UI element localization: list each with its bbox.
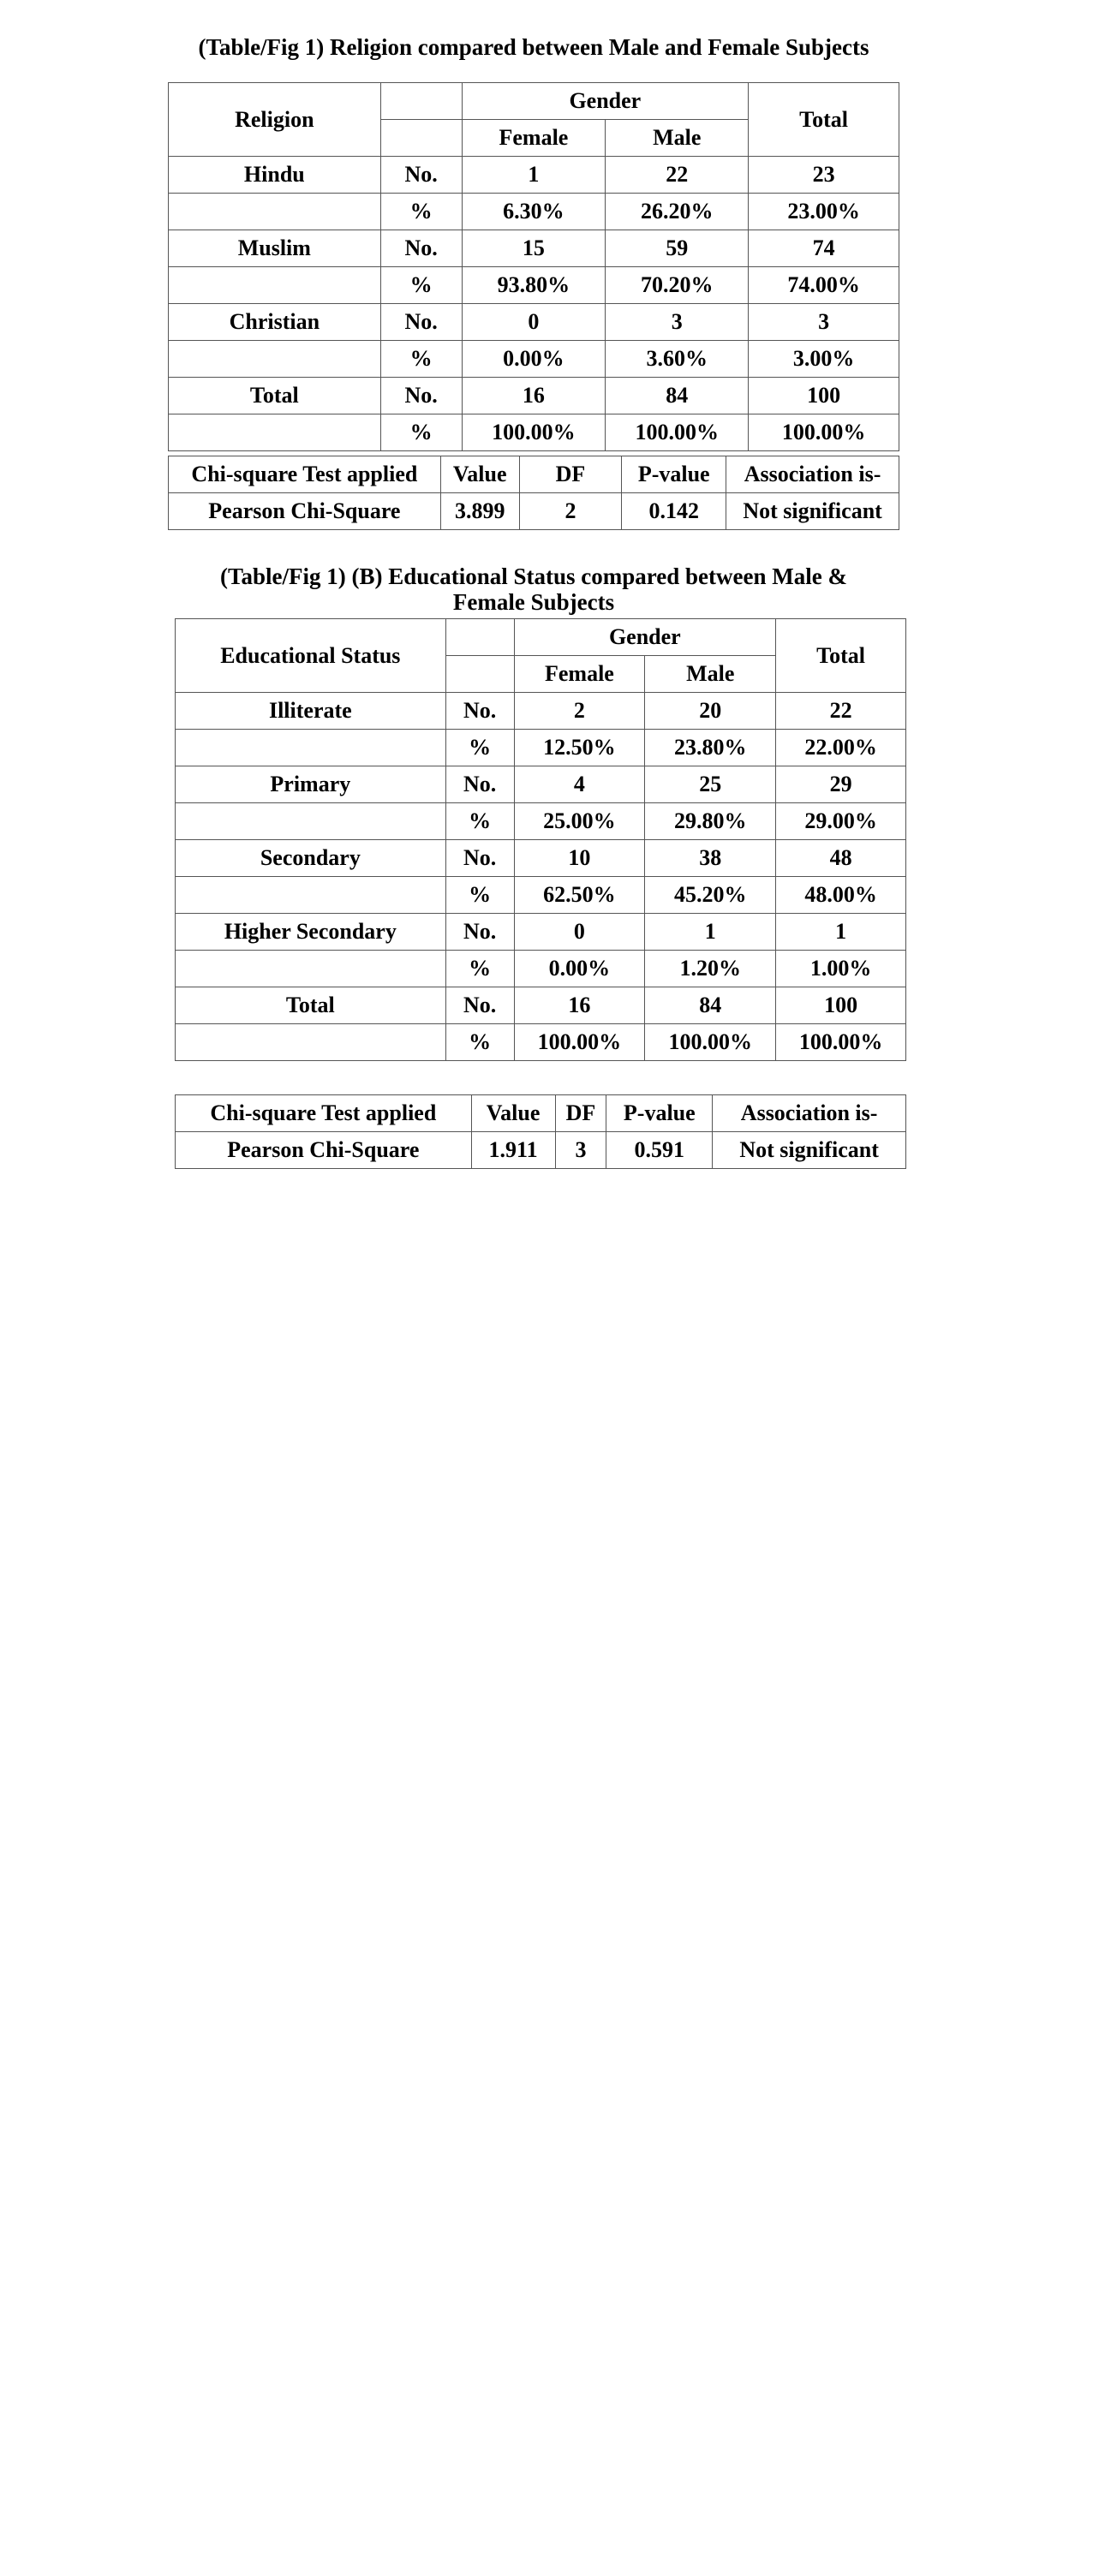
- table-row: [169, 304, 899, 341]
- cell-male: 45.20%: [645, 877, 776, 914]
- row-label: Primary: [176, 766, 446, 803]
- table-row: [176, 840, 906, 877]
- table-row: [176, 914, 906, 951]
- cell-female: 4: [514, 766, 645, 803]
- cell-total: 1.00%: [776, 951, 906, 987]
- education-table: [175, 618, 906, 1061]
- table-row: [176, 987, 906, 1024]
- stat-label: %: [380, 341, 462, 378]
- row-label-blank: [169, 194, 381, 230]
- header-educational-status: Educational Status: [176, 619, 446, 693]
- row-label: Christian: [169, 304, 381, 341]
- cell-total: 23.00%: [749, 194, 899, 230]
- cell-female: 1: [462, 157, 606, 194]
- cell-female: 0: [514, 914, 645, 951]
- cell-female: 0.00%: [514, 951, 645, 987]
- chi-header: Value: [471, 1095, 555, 1132]
- table-row: [176, 1024, 906, 1061]
- row-label-blank: [176, 803, 446, 840]
- header-blank: [380, 83, 462, 120]
- stat-label: No.: [445, 987, 514, 1024]
- stat-label: No.: [380, 230, 462, 267]
- stat-label: No.: [445, 693, 514, 730]
- cell-male: 38: [645, 840, 776, 877]
- cell-total: 23: [749, 157, 899, 194]
- header-blank: [445, 656, 514, 693]
- chi-value: Pearson Chi-Square: [169, 493, 441, 530]
- cell-total: 22: [776, 693, 906, 730]
- cell-male: 22: [606, 157, 749, 194]
- education-title-line1: (Table/Fig 1) (B) Educational Status compared between Male &: [220, 564, 847, 589]
- header-total: Total: [749, 83, 899, 157]
- cell-total: 74: [749, 230, 899, 267]
- education-chi-square-table: [175, 1094, 906, 1169]
- cell-total: 48.00%: [776, 877, 906, 914]
- row-label: Muslim: [169, 230, 381, 267]
- cell-female: 100.00%: [462, 414, 606, 451]
- cell-male: 59: [606, 230, 749, 267]
- table-row: [169, 157, 899, 194]
- stat-label: No.: [445, 766, 514, 803]
- cell-male: 3.60%: [606, 341, 749, 378]
- chi-value: 1.911: [471, 1132, 555, 1169]
- chi-value: 3.899: [440, 493, 519, 530]
- cell-total: 29.00%: [776, 803, 906, 840]
- education-title-line2: Female Subjects: [452, 589, 615, 615]
- header-male: Male: [645, 656, 776, 693]
- row-label: Secondary: [176, 840, 446, 877]
- table-row: [169, 378, 899, 414]
- chi-header: Chi-square Test applied: [169, 456, 441, 493]
- stat-label: %: [380, 414, 462, 451]
- chi-header: Chi-square Test applied: [176, 1095, 472, 1132]
- education-table-title: [128, 564, 939, 615]
- stat-label: %: [380, 194, 462, 230]
- stat-label: %: [445, 803, 514, 840]
- cell-female: 15: [462, 230, 606, 267]
- chi-value: 0.142: [622, 493, 726, 530]
- header-blank: [445, 619, 514, 656]
- cell-female: 0.00%: [462, 341, 606, 378]
- header-gender: Gender: [514, 619, 776, 656]
- cell-female: 10: [514, 840, 645, 877]
- cell-female: 6.30%: [462, 194, 606, 230]
- stat-label: %: [445, 730, 514, 766]
- header-religion: Religion: [169, 83, 381, 157]
- table-row: [169, 341, 899, 378]
- stat-label: No.: [445, 840, 514, 877]
- row-label: Illiterate: [176, 693, 446, 730]
- chi-header: Value: [440, 456, 519, 493]
- cell-total: 100: [776, 987, 906, 1024]
- stat-label: No.: [380, 304, 462, 341]
- table-row: [169, 456, 899, 493]
- row-label-blank: [176, 1024, 446, 1061]
- religion-table-title: (Table/Fig 1) Religion compared between Male and Female Subjects: [198, 34, 869, 60]
- stat-label: %: [380, 267, 462, 304]
- cell-male: 26.20%: [606, 194, 749, 230]
- cell-male: 20: [645, 693, 776, 730]
- chi-value: Not significant: [726, 493, 899, 530]
- cell-total: 100.00%: [776, 1024, 906, 1061]
- row-label: Total: [176, 987, 446, 1024]
- row-label: Hindu: [169, 157, 381, 194]
- stat-label: No.: [380, 157, 462, 194]
- cell-male: 100.00%: [645, 1024, 776, 1061]
- header-male: Male: [606, 120, 749, 157]
- header-female: Female: [514, 656, 645, 693]
- chi-header: Association is-: [713, 1095, 906, 1132]
- cell-male: 1.20%: [645, 951, 776, 987]
- cell-male: 84: [606, 378, 749, 414]
- cell-total: 74.00%: [749, 267, 899, 304]
- table-row: [169, 267, 899, 304]
- chi-header: P-value: [622, 456, 726, 493]
- header-female: Female: [462, 120, 606, 157]
- table-row: [176, 877, 906, 914]
- stat-label: %: [445, 877, 514, 914]
- cell-female: 62.50%: [514, 877, 645, 914]
- row-label-blank: [176, 951, 446, 987]
- table-row: [169, 230, 899, 267]
- cell-female: 12.50%: [514, 730, 645, 766]
- row-label-blank: [169, 267, 381, 304]
- header-gender: Gender: [462, 83, 749, 120]
- cell-female: 16: [514, 987, 645, 1024]
- cell-male: 100.00%: [606, 414, 749, 451]
- table-row: [169, 414, 899, 451]
- religion-table: [168, 82, 899, 451]
- cell-total: 100: [749, 378, 899, 414]
- table-row: [169, 493, 899, 530]
- cell-female: 2: [514, 693, 645, 730]
- chi-value: Pearson Chi-Square: [176, 1132, 472, 1169]
- header-blank: [380, 120, 462, 157]
- cell-female: 0: [462, 304, 606, 341]
- cell-total: 100.00%: [749, 414, 899, 451]
- header-total: Total: [776, 619, 906, 693]
- chi-header: Association is-: [726, 456, 899, 493]
- cell-female: 16: [462, 378, 606, 414]
- stat-label: %: [445, 1024, 514, 1061]
- table-row: [176, 803, 906, 840]
- cell-total: 22.00%: [776, 730, 906, 766]
- chi-header: DF: [519, 456, 622, 493]
- table-row: [176, 693, 906, 730]
- chi-value: 3: [555, 1132, 606, 1169]
- table-row: [176, 1095, 906, 1132]
- stat-label: No.: [380, 378, 462, 414]
- row-label: Higher Secondary: [176, 914, 446, 951]
- table-row: [169, 194, 899, 230]
- chi-value: 2: [519, 493, 622, 530]
- table-row: [176, 730, 906, 766]
- cell-total: 3: [749, 304, 899, 341]
- cell-male: 3: [606, 304, 749, 341]
- cell-female: 93.80%: [462, 267, 606, 304]
- cell-male: 70.20%: [606, 267, 749, 304]
- cell-total: 1: [776, 914, 906, 951]
- cell-female: 100.00%: [514, 1024, 645, 1061]
- table-row: [176, 1132, 906, 1169]
- cell-total: 3.00%: [749, 341, 899, 378]
- cell-female: 25.00%: [514, 803, 645, 840]
- cell-male: 25: [645, 766, 776, 803]
- table-row: [176, 766, 906, 803]
- row-label-blank: [169, 414, 381, 451]
- stat-label: No.: [445, 914, 514, 951]
- cell-male: 29.80%: [645, 803, 776, 840]
- cell-male: 84: [645, 987, 776, 1024]
- cell-total: 29: [776, 766, 906, 803]
- chi-header: P-value: [606, 1095, 713, 1132]
- chi-header: DF: [555, 1095, 606, 1132]
- religion-chi-square-table: [168, 456, 899, 530]
- row-label-blank: [176, 730, 446, 766]
- row-label: Total: [169, 378, 381, 414]
- chi-value: Not significant: [713, 1132, 906, 1169]
- stat-label: %: [445, 951, 514, 987]
- cell-male: 23.80%: [645, 730, 776, 766]
- chi-value: 0.591: [606, 1132, 713, 1169]
- row-label-blank: [169, 341, 381, 378]
- cell-male: 1: [645, 914, 776, 951]
- table-row: [176, 951, 906, 987]
- cell-total: 48: [776, 840, 906, 877]
- row-label-blank: [176, 877, 446, 914]
